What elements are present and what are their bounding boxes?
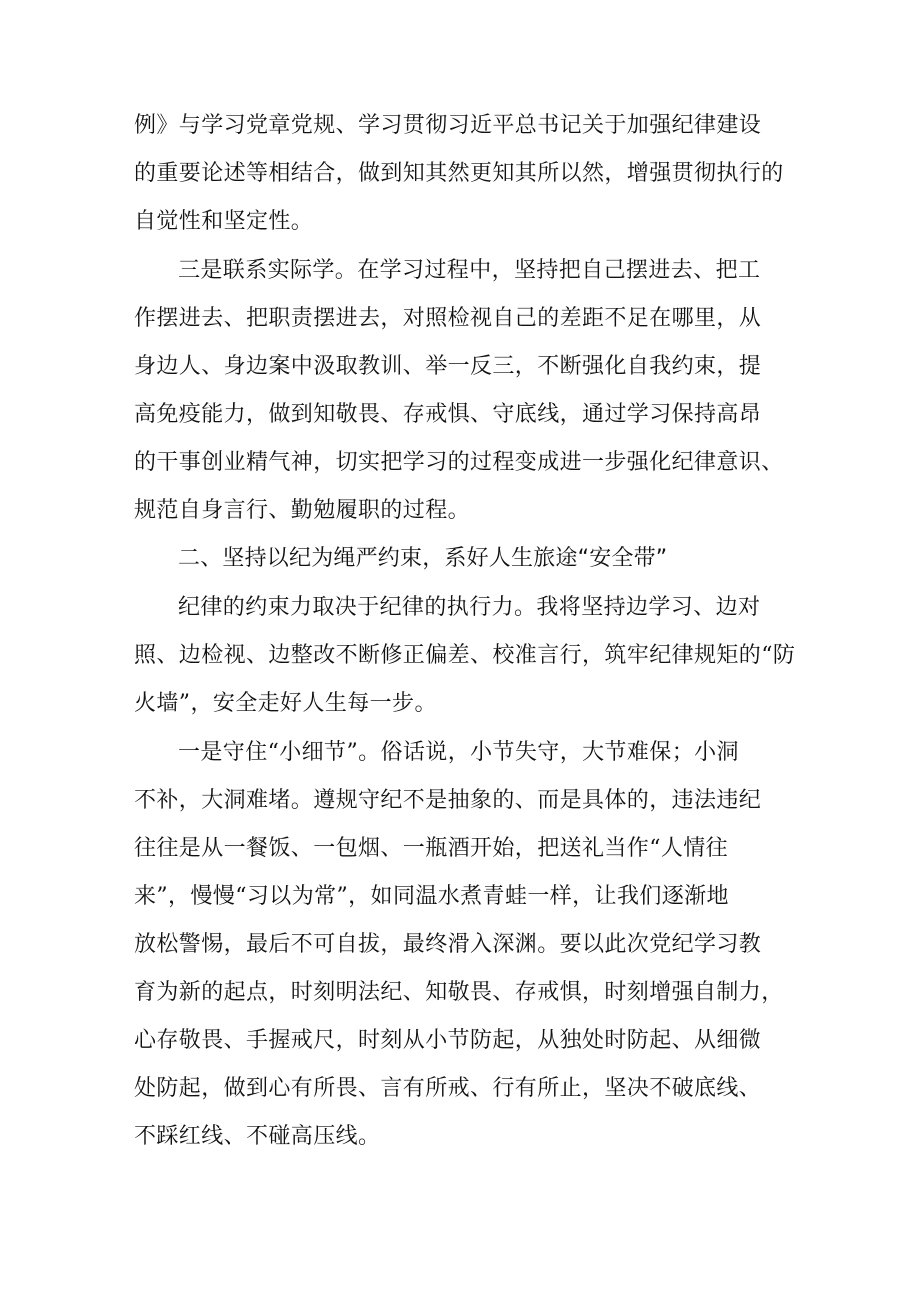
paragraph-1-line-3: 自觉性和坚定性。 bbox=[134, 209, 314, 234]
paragraph-2-line-5: 的干事创业精气神，切实把学习的过程变成进一步强化纪律意识、 bbox=[134, 450, 784, 475]
paragraph-1-line-1: 例》与学习党章党规、学习贯彻习近平总书记关于加强纪律建设 bbox=[134, 113, 762, 138]
paragraph-4-line-2: 不补，大洞难堵。遵规守纪不是抽象的、而是具体的，违法违纪 bbox=[134, 788, 762, 813]
paragraph-4-line-6: 育为新的起点，时刻明法纪、知敬畏、存戒惧，时刻增强自制力， bbox=[134, 980, 784, 1005]
paragraph-4-line-3: 往往是从一餐饭、一包烟、一瓶酒开始，把送礼当作“人情往 bbox=[134, 836, 729, 861]
paragraph-4-line-4: 来”，慢慢“习以为常”，如同温水煮青蛙一样，让我们逐渐地 bbox=[134, 884, 729, 909]
paragraph-4-line-1: 一是守住“小细节”。俗话说，小节失守，大节难保；小洞 bbox=[178, 740, 739, 765]
paragraph-2-line-4: 高免疫能力，做到知敬畏、存戒惧、守底线，通过学习保持高昂 bbox=[134, 402, 762, 427]
paragraph-3-line-1: 纪律的约束力取决于纪律的执行力。我将坚持边学习、边对 bbox=[178, 595, 761, 620]
section-heading: 二、坚持以纪为绳严约束，系好人生旅途“安全带” bbox=[178, 546, 668, 571]
paragraph-2-line-3: 身边人、身边案中汲取教训、举一反三，不断强化自我约束，提 bbox=[134, 354, 762, 379]
paragraph-3-line-3: 火墙”，安全走好人生每一步。 bbox=[134, 691, 437, 716]
paragraph-4-line-7: 心存敬畏、手握戒尺，时刻从小节防起，从独处时防起、从细微 bbox=[134, 1028, 762, 1053]
paragraph-1-line-2: 的重要论述等相结合，做到知其然更知其所以然，增强贯彻执行的 bbox=[134, 161, 784, 186]
paragraph-2-line-6: 规范自身言行、勤勉履职的过程。 bbox=[134, 498, 471, 523]
paragraph-4-line-8: 处防起，做到心有所畏、言有所戒、行有所止，坚决不破底线、 bbox=[134, 1076, 762, 1101]
paragraph-4-line-5: 放松警惕，最后不可自拔，最终滑入深渊。要以此次党纪学习教 bbox=[134, 932, 762, 957]
paragraph-2-line-1: 三是联系实际学。在学习过程中，坚持把自己摆进去、把工 bbox=[178, 258, 761, 283]
paragraph-4-line-9: 不踩红线、不碰高压线。 bbox=[134, 1124, 381, 1149]
paragraph-2-line-2: 作摆进去、把职责摆进去，对照检视自己的差距不足在哪里，从 bbox=[134, 306, 762, 331]
paragraph-3-line-2: 照、边检视、边整改不断修正偏差、校准言行，筑牢纪律规矩的“防 bbox=[134, 643, 796, 668]
